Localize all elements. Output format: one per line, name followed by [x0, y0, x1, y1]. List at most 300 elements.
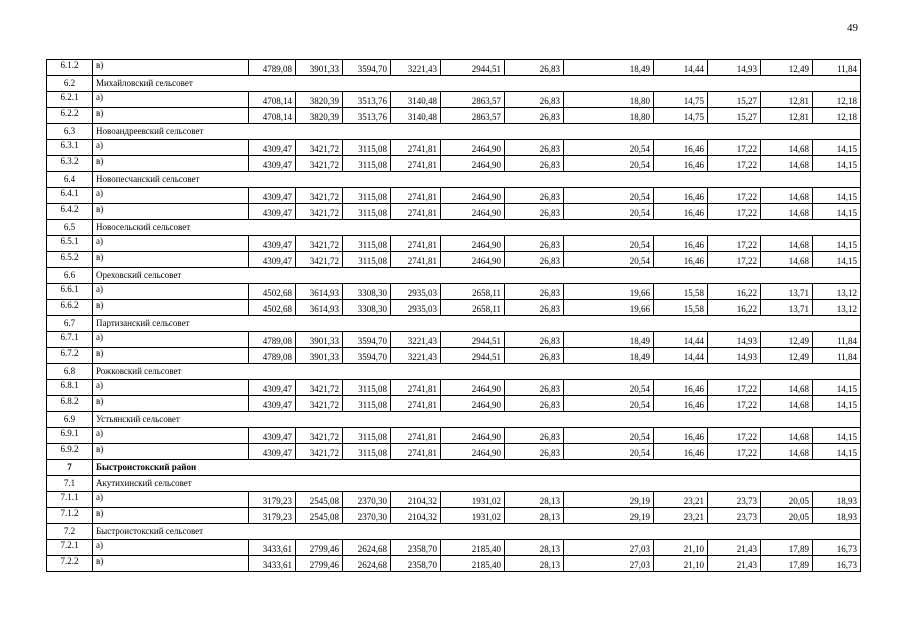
value-cell: 2741,81: [391, 380, 441, 396]
value-cell: 3820,39: [296, 92, 343, 108]
section-header-row: [47, 220, 861, 236]
table-row: [47, 396, 861, 412]
value-cell: 27,03: [564, 540, 654, 556]
value-cell: 26,83: [505, 156, 564, 172]
value-cell: 14,15: [813, 236, 861, 252]
table-row: [47, 556, 861, 572]
value-cell: 16,46: [654, 428, 708, 444]
value-cell: 3179,23: [249, 508, 296, 524]
value-cell: 20,54: [564, 252, 654, 268]
value-cell: 3421,72: [296, 444, 343, 460]
value-cell: 14,15: [813, 428, 861, 444]
value-cell: 26,83: [505, 428, 564, 444]
value-cell: 2464,90: [441, 428, 505, 444]
value-cell: 14,15: [813, 396, 861, 412]
section-name: Новоандреевский сельсовет: [93, 124, 861, 140]
row-variant: а): [93, 428, 249, 444]
value-cell: 14,93: [708, 348, 761, 364]
section-header-row: [47, 76, 861, 92]
value-cell: 26,83: [505, 284, 564, 300]
value-cell: 3421,72: [296, 396, 343, 412]
row-variant: в): [93, 252, 249, 268]
section-header-row: [47, 268, 861, 284]
value-cell: 17,22: [708, 444, 761, 460]
value-cell: 4502,68: [249, 300, 296, 316]
value-cell: 3421,72: [296, 252, 343, 268]
section-name: Новосельский сельсовет: [93, 220, 861, 236]
section-name: Партизанский сельсовет: [93, 316, 861, 332]
value-cell: 3513,76: [343, 92, 391, 108]
table-row: [47, 508, 861, 524]
value-cell: 16,46: [654, 444, 708, 460]
value-cell: 3115,08: [343, 428, 391, 444]
value-cell: 18,93: [813, 508, 861, 524]
row-code: 6.9.1: [47, 428, 93, 444]
value-cell: 3115,08: [343, 444, 391, 460]
value-cell: 29,19: [564, 492, 654, 508]
value-cell: 2863,57: [441, 108, 505, 124]
value-cell: 12,81: [761, 92, 813, 108]
row-variant: а): [93, 380, 249, 396]
value-cell: 16,22: [708, 300, 761, 316]
value-cell: 2741,81: [391, 396, 441, 412]
value-cell: 12,49: [761, 332, 813, 348]
value-cell: 23,21: [654, 492, 708, 508]
value-cell: 16,73: [813, 540, 861, 556]
value-cell: 1931,02: [441, 508, 505, 524]
value-cell: 27,03: [564, 556, 654, 572]
row-variant: в): [93, 444, 249, 460]
value-cell: 11,84: [813, 348, 861, 364]
value-cell: 26,83: [505, 396, 564, 412]
section-header-row: [47, 316, 861, 332]
row-code: 6.5.2: [47, 252, 93, 268]
value-cell: 3901,33: [296, 348, 343, 364]
table-row: [47, 108, 861, 124]
section-header-row: [47, 524, 861, 540]
table-row: [47, 492, 861, 508]
row-variant: в): [93, 204, 249, 220]
value-cell: 20,05: [761, 492, 813, 508]
value-cell: 3594,70: [343, 332, 391, 348]
row-code: 6.6.1: [47, 284, 93, 300]
value-cell: 2741,81: [391, 156, 441, 172]
value-cell: 17,89: [761, 556, 813, 572]
value-cell: 23,73: [708, 508, 761, 524]
section-header-row: [47, 364, 861, 380]
value-cell: 4309,47: [249, 140, 296, 156]
row-code: 6.6.2: [47, 300, 93, 316]
row-code: 6.9: [47, 412, 93, 428]
value-cell: 13,71: [761, 284, 813, 300]
value-cell: 3513,76: [343, 108, 391, 124]
value-cell: 2799,46: [296, 556, 343, 572]
row-code: 7.1.2: [47, 508, 93, 524]
row-code: 6.7: [47, 316, 93, 332]
table-row: [47, 348, 861, 364]
value-cell: 16,46: [654, 140, 708, 156]
value-cell: 3594,70: [343, 60, 391, 76]
value-cell: 28,13: [505, 540, 564, 556]
value-cell: 3421,72: [296, 380, 343, 396]
value-cell: 2464,90: [441, 252, 505, 268]
row-code: 6.3.1: [47, 140, 93, 156]
value-cell: 11,84: [813, 332, 861, 348]
value-cell: 4502,68: [249, 284, 296, 300]
row-code: 7.2.1: [47, 540, 93, 556]
value-cell: 4309,47: [249, 428, 296, 444]
section-name: Новопесчанский сельсовет: [93, 172, 861, 188]
value-cell: 4309,47: [249, 252, 296, 268]
table-row: [47, 252, 861, 268]
table-row: [47, 300, 861, 316]
value-cell: 2863,57: [441, 92, 505, 108]
value-cell: 14,75: [654, 108, 708, 124]
value-cell: 4309,47: [249, 396, 296, 412]
row-code: 6.7.2: [47, 348, 93, 364]
section-name: Устьянский сельсовет: [93, 412, 861, 428]
value-cell: 4309,47: [249, 236, 296, 252]
value-cell: 14,44: [654, 332, 708, 348]
value-cell: 17,22: [708, 236, 761, 252]
row-code: 7.1.1: [47, 492, 93, 508]
value-cell: 2741,81: [391, 140, 441, 156]
value-cell: 28,13: [505, 508, 564, 524]
value-cell: 3614,93: [296, 300, 343, 316]
table-row: [47, 60, 861, 76]
row-variant: в): [93, 556, 249, 572]
value-cell: 14,68: [761, 188, 813, 204]
value-cell: 26,83: [505, 300, 564, 316]
value-cell: 2935,03: [391, 300, 441, 316]
value-cell: 3221,43: [391, 348, 441, 364]
value-cell: 17,22: [708, 140, 761, 156]
value-cell: 20,54: [564, 444, 654, 460]
value-cell: 4708,14: [249, 108, 296, 124]
value-cell: 16,46: [654, 188, 708, 204]
table-row: [47, 236, 861, 252]
section-name: Ореховский сельсовет: [93, 268, 861, 284]
value-cell: 3115,08: [343, 252, 391, 268]
table-row: [47, 140, 861, 156]
row-code: 6.3: [47, 124, 93, 140]
value-cell: 4309,47: [249, 156, 296, 172]
value-cell: 17,22: [708, 188, 761, 204]
value-cell: 16,46: [654, 236, 708, 252]
value-cell: 3433,61: [249, 540, 296, 556]
value-cell: 14,68: [761, 380, 813, 396]
row-code: 6.2.1: [47, 92, 93, 108]
value-cell: 20,54: [564, 156, 654, 172]
value-cell: 14,15: [813, 188, 861, 204]
value-cell: 3820,39: [296, 108, 343, 124]
value-cell: 18,80: [564, 108, 654, 124]
value-cell: 14,44: [654, 348, 708, 364]
row-variant: в): [93, 108, 249, 124]
value-cell: 2545,08: [296, 492, 343, 508]
value-cell: 3179,23: [249, 492, 296, 508]
row-code: 7.2: [47, 524, 93, 540]
value-cell: 14,68: [761, 428, 813, 444]
value-cell: 19,66: [564, 300, 654, 316]
value-cell: 2799,46: [296, 540, 343, 556]
row-variant: в): [93, 60, 249, 76]
value-cell: 26,83: [505, 252, 564, 268]
value-cell: 14,68: [761, 156, 813, 172]
table-row: [47, 156, 861, 172]
value-cell: 20,05: [761, 508, 813, 524]
value-cell: 2464,90: [441, 444, 505, 460]
table-row: [47, 332, 861, 348]
value-cell: 2370,30: [343, 492, 391, 508]
section-name: Акутихинский сельсовет: [93, 476, 861, 492]
value-cell: 23,21: [654, 508, 708, 524]
value-cell: 26,83: [505, 108, 564, 124]
value-cell: 2464,90: [441, 156, 505, 172]
value-cell: 18,80: [564, 92, 654, 108]
row-code: 6.5: [47, 220, 93, 236]
value-cell: 2104,32: [391, 508, 441, 524]
value-cell: 2370,30: [343, 508, 391, 524]
value-cell: 21,43: [708, 556, 761, 572]
value-cell: 4309,47: [249, 380, 296, 396]
row-variant: а): [93, 236, 249, 252]
value-cell: 18,49: [564, 332, 654, 348]
value-cell: 12,81: [761, 108, 813, 124]
page-number: 49: [847, 22, 858, 34]
value-cell: 21,43: [708, 540, 761, 556]
value-cell: 3115,08: [343, 236, 391, 252]
table-row: [47, 204, 861, 220]
row-variant: а): [93, 92, 249, 108]
value-cell: 26,83: [505, 236, 564, 252]
value-cell: 14,68: [761, 396, 813, 412]
value-cell: 17,22: [708, 380, 761, 396]
section-header-row: [47, 124, 861, 140]
value-cell: 14,93: [708, 332, 761, 348]
value-cell: 3421,72: [296, 188, 343, 204]
value-cell: 2185,40: [441, 556, 505, 572]
value-cell: 2741,81: [391, 444, 441, 460]
value-cell: 26,83: [505, 348, 564, 364]
row-variant: в): [93, 156, 249, 172]
row-variant: а): [93, 332, 249, 348]
section-name: Быстроистокский сельсовет: [93, 524, 861, 540]
value-cell: 3221,43: [391, 332, 441, 348]
section-header-row: [47, 476, 861, 492]
value-cell: 16,46: [654, 396, 708, 412]
value-cell: 3421,72: [296, 236, 343, 252]
row-code: 6.4.2: [47, 204, 93, 220]
row-code: 6.7.1: [47, 332, 93, 348]
row-code: 7.2.2: [47, 556, 93, 572]
value-cell: 20,54: [564, 236, 654, 252]
value-cell: 14,44: [654, 60, 708, 76]
value-cell: 14,75: [654, 92, 708, 108]
section-header-row: [47, 412, 861, 428]
value-cell: 15,27: [708, 108, 761, 124]
table-row: [47, 380, 861, 396]
value-cell: 12,18: [813, 92, 861, 108]
value-cell: 26,83: [505, 140, 564, 156]
value-cell: 20,54: [564, 380, 654, 396]
value-cell: 26,83: [505, 188, 564, 204]
value-cell: 15,58: [654, 300, 708, 316]
value-cell: 14,68: [761, 444, 813, 460]
row-variant: а): [93, 188, 249, 204]
value-cell: 3421,72: [296, 140, 343, 156]
value-cell: 18,93: [813, 492, 861, 508]
value-cell: 2464,90: [441, 140, 505, 156]
row-code: 6.8: [47, 364, 93, 380]
row-variant: в): [93, 508, 249, 524]
value-cell: 19,66: [564, 284, 654, 300]
value-cell: 13,71: [761, 300, 813, 316]
value-cell: 20,54: [564, 188, 654, 204]
row-code: 6.9.2: [47, 444, 93, 460]
value-cell: 2624,68: [343, 556, 391, 572]
value-cell: 3140,48: [391, 108, 441, 124]
value-cell: 3421,72: [296, 428, 343, 444]
value-cell: 14,68: [761, 204, 813, 220]
value-cell: 14,15: [813, 140, 861, 156]
row-code: 6.2: [47, 76, 93, 92]
row-code: 7.1: [47, 476, 93, 492]
value-cell: 18,49: [564, 60, 654, 76]
value-cell: 2741,81: [391, 428, 441, 444]
row-variant: а): [93, 140, 249, 156]
row-code: 6.3.2: [47, 156, 93, 172]
value-cell: 14,15: [813, 204, 861, 220]
value-cell: 26,83: [505, 204, 564, 220]
value-cell: 14,15: [813, 252, 861, 268]
value-cell: 2464,90: [441, 204, 505, 220]
tariff-table: [46, 59, 861, 572]
value-cell: 3421,72: [296, 204, 343, 220]
value-cell: 2358,70: [391, 540, 441, 556]
value-cell: 4309,47: [249, 188, 296, 204]
row-variant: в): [93, 300, 249, 316]
value-cell: 14,68: [761, 252, 813, 268]
value-cell: 2624,68: [343, 540, 391, 556]
value-cell: 2545,08: [296, 508, 343, 524]
value-cell: 17,22: [708, 156, 761, 172]
row-variant: а): [93, 492, 249, 508]
value-cell: 14,15: [813, 380, 861, 396]
value-cell: 2944,51: [441, 60, 505, 76]
value-cell: 3221,43: [391, 60, 441, 76]
row-code: 6.5.1: [47, 236, 93, 252]
value-cell: 4789,08: [249, 348, 296, 364]
table-row: [47, 92, 861, 108]
value-cell: 3594,70: [343, 348, 391, 364]
value-cell: 20,54: [564, 140, 654, 156]
value-cell: 4309,47: [249, 204, 296, 220]
value-cell: 12,18: [813, 108, 861, 124]
value-cell: 14,68: [761, 140, 813, 156]
value-cell: 15,27: [708, 92, 761, 108]
table-row: [47, 444, 861, 460]
value-cell: 13,12: [813, 300, 861, 316]
value-cell: 16,46: [654, 380, 708, 396]
section-name: Михайловский сельсовет: [93, 76, 861, 92]
row-code: 6.4: [47, 172, 93, 188]
section-name: Рожковский сельсовет: [93, 364, 861, 380]
value-cell: 21,10: [654, 540, 708, 556]
value-cell: 28,13: [505, 556, 564, 572]
row-code: 6.8.2: [47, 396, 93, 412]
value-cell: 28,13: [505, 492, 564, 508]
value-cell: 3140,48: [391, 92, 441, 108]
value-cell: 21,10: [654, 556, 708, 572]
value-cell: 20,54: [564, 204, 654, 220]
value-cell: 3308,30: [343, 300, 391, 316]
row-variant: в): [93, 396, 249, 412]
value-cell: 3421,72: [296, 156, 343, 172]
value-cell: 3614,93: [296, 284, 343, 300]
value-cell: 14,15: [813, 156, 861, 172]
row-code: 6.8.1: [47, 380, 93, 396]
value-cell: 11,84: [813, 60, 861, 76]
value-cell: 16,46: [654, 204, 708, 220]
value-cell: 2464,90: [441, 396, 505, 412]
value-cell: 23,73: [708, 492, 761, 508]
value-cell: 4789,08: [249, 332, 296, 348]
value-cell: 3115,08: [343, 204, 391, 220]
value-cell: 2464,90: [441, 380, 505, 396]
table-row: [47, 188, 861, 204]
value-cell: 12,49: [761, 348, 813, 364]
value-cell: 4789,08: [249, 60, 296, 76]
row-variant: в): [93, 348, 249, 364]
section-header-row: [47, 172, 861, 188]
value-cell: 15,58: [654, 284, 708, 300]
value-cell: 14,15: [813, 444, 861, 460]
value-cell: 2935,03: [391, 284, 441, 300]
value-cell: 2741,81: [391, 252, 441, 268]
value-cell: 26,83: [505, 332, 564, 348]
value-cell: 4708,14: [249, 92, 296, 108]
value-cell: 18,49: [564, 348, 654, 364]
value-cell: 17,22: [708, 396, 761, 412]
value-cell: 29,19: [564, 508, 654, 524]
value-cell: 17,89: [761, 540, 813, 556]
value-cell: 1931,02: [441, 492, 505, 508]
value-cell: 2944,51: [441, 332, 505, 348]
value-cell: 14,68: [761, 236, 813, 252]
table-row: [47, 428, 861, 444]
value-cell: 3901,33: [296, 332, 343, 348]
value-cell: 4309,47: [249, 444, 296, 460]
value-cell: 2741,81: [391, 204, 441, 220]
row-variant: а): [93, 284, 249, 300]
value-cell: 2658,11: [441, 300, 505, 316]
row-code: 7: [47, 460, 93, 476]
value-cell: 16,73: [813, 556, 861, 572]
value-cell: 3308,30: [343, 284, 391, 300]
value-cell: 2741,81: [391, 188, 441, 204]
value-cell: 16,46: [654, 156, 708, 172]
value-cell: 2104,32: [391, 492, 441, 508]
value-cell: 3115,08: [343, 140, 391, 156]
value-cell: 20,54: [564, 428, 654, 444]
value-cell: 12,49: [761, 60, 813, 76]
value-cell: 3115,08: [343, 156, 391, 172]
row-code: 6.1.2: [47, 60, 93, 76]
value-cell: 2464,90: [441, 188, 505, 204]
value-cell: 17,22: [708, 252, 761, 268]
table-row: [47, 540, 861, 556]
